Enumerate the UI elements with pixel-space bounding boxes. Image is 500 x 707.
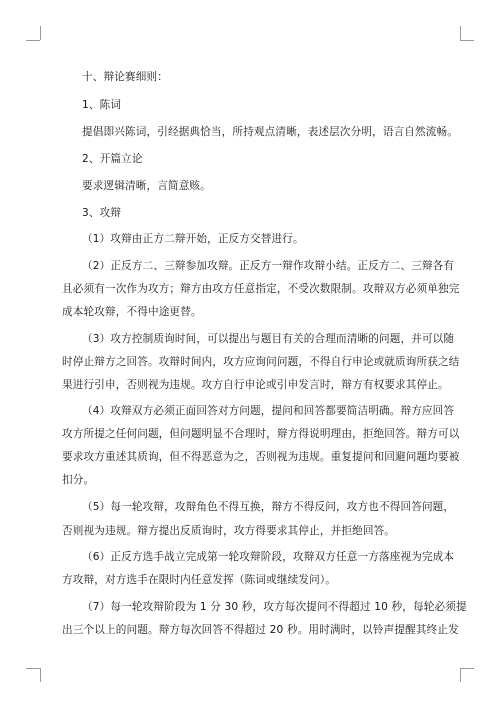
subsection-title-opening: 2、开篇立论 [82,153,143,165]
subsection-title-statement: 1、陈词 [82,99,122,111]
rule-3-line-3: 果进行引申，否则视为违规。攻方自行申论或引申发言时，辩方有权要求其停止。 [62,379,449,391]
crop-mark-top-left-v [40,26,41,40]
rule-7-line-2: 出三个以上的问题。辩方每次回答不得超过 20 秒。用时满时，以铃声提醒其终止发 [62,624,459,636]
rule-2-line-1: （2）正反方二、三辩参加攻辩。正反方一辩作攻辩小结。正反方二、三辩各有 [82,260,455,272]
rule-3-line-2: 时停止辩方之回答。攻辩时间内，攻方应询问问题，不得自行申论或就质询所获之结 [62,356,460,368]
crop-mark-bottom-right-h [460,668,474,669]
crop-mark-top-right-v [460,26,461,40]
rule-7-line-1: （7）每一轮攻辩阶段为 1 分 30 秒，攻方每次提问不得超过 10 秒，每轮必须提 [82,601,467,613]
section-heading: 十、辩论赛细则： [82,71,168,83]
rule-2-line-2: 且必须有一次作为攻方；辩方由攻方任意指定，不受次数限制。攻辩双方必须单独完 [62,283,460,295]
rule-4-line-1: （4）攻辩双方必须正面回答对方问题，提问和回答都要简洁明确。辩方应回答 [82,405,455,417]
rule-3-line-1: （3）攻方控制质询时间，可以提出与题目有关的合理而清晰的问题，并可以随 [82,333,455,345]
crop-mark-bottom-left-h [26,668,40,669]
rule-5-line-2: 否则视为违规。辩方提出反质询时，攻方得要求其停止，并拒绝回答。 [62,525,396,537]
rule-2-line-3: 成本轮攻辩，不得中途更替。 [62,306,202,318]
rule-4-line-4: 扣分。 [62,474,95,486]
crop-mark-top-left-h [26,40,40,41]
crop-mark-top-right-h [460,40,474,41]
rule-6-line-2: 方攻辩，对方选手在限时内任意发挥（陈词或继续发问）。 [62,574,337,586]
rule-5-line-1: （5）每一轮攻辩，攻辩角色不得互换，辩方不得反问，攻方也不得回答问题， [82,501,455,513]
rule-4-line-3: 要求攻方重述其质询，但不得恶意为之，否则视为违规。重复提问和回避问题均要被 [62,451,460,463]
paragraph-opening: 要求逻辑清晰，言简意赅。 [82,180,211,192]
subsection-title-cross-exam: 3、攻辩 [82,207,122,219]
rule-6-line-1: （6）正反方选手战立完成第一轮攻辩阶段，攻辩双方任意一方落座视为完成本 [82,551,455,563]
crop-mark-bottom-right-v [460,668,461,682]
crop-mark-bottom-left-v [40,668,41,682]
rule-4-line-2: 攻方所提之任何问题，但问题明显不合理时，辩方得说明理由，拒绝回答。辩方可以 [62,428,460,440]
rule-1-line-1: （1）攻辩由正方二辩开始，正反方交替进行。 [82,233,304,245]
paragraph-statement: 提倡即兴陈词，引经据典恰当，所持观点清晰，表述层次分明，语言自然流畅。 [82,126,459,138]
